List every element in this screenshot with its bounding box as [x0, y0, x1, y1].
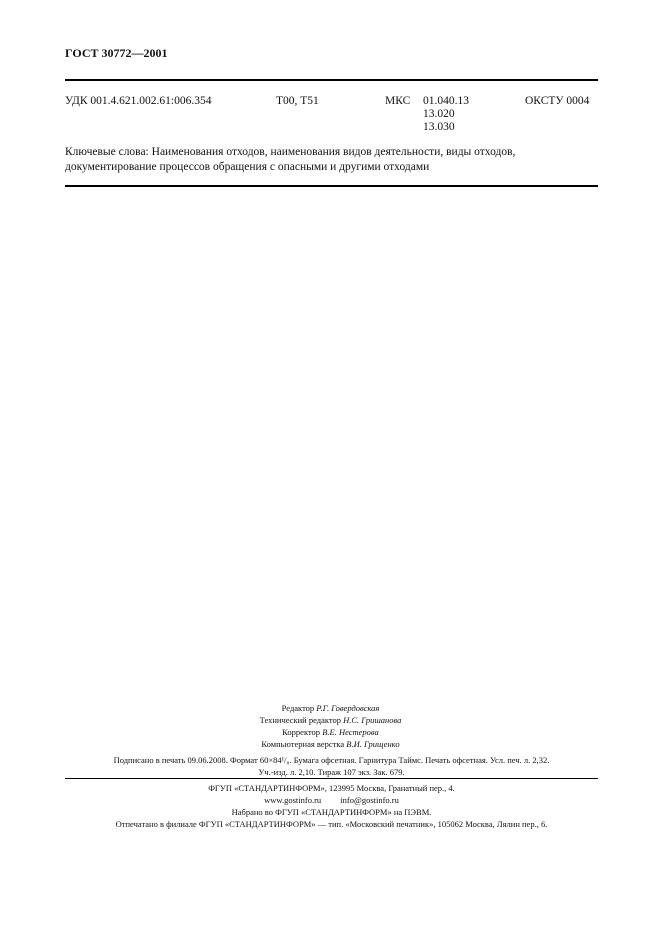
keywords-block — [65, 145, 598, 175]
print-info-line-2: Уч.-изд. л. 2,10. Тираж 107 экз. Зак. 679. — [258, 767, 405, 777]
publisher-email: info@gostinfo.ru — [340, 795, 399, 805]
publisher-address: ФГУП «СТАНДАРТИНФОРМ», 123995 Москва, Гранатный пер., 4. — [208, 783, 455, 793]
keywords-text: Наименования отходов, наименования видов деятельности, виды отходов, документирование процессов обращения с опасными и другими отходами — [65, 146, 516, 173]
credit-name: Н.С. Гришанова — [343, 715, 402, 725]
credits-block — [0, 702, 661, 750]
standard-header: ГОСТ 30772—2001 — [65, 46, 168, 60]
mks-label: МКС — [385, 95, 411, 107]
credit-layout: Компьютерная верстка В.И. Грищенко — [261, 739, 400, 749]
top-divider — [65, 79, 598, 81]
credit-name: В.И. Грищенко — [346, 739, 400, 749]
udk-code: УДК 001.4.621.002.61:006.354 — [65, 95, 212, 107]
credit-tech-editor: Технический редактор Н.С. Гришанова — [259, 715, 402, 725]
print-info-line-1: Подписано в печать 09.06.2008. Формат 60×84¹/₈. Бумага офсетная. Гарнитура Таймс. Печать офсетная. Усл. печ. л. 2,32. — [113, 755, 550, 765]
publisher-block — [65, 782, 598, 830]
print-info — [65, 754, 598, 778]
keywords-label: Ключевые слова: — [65, 146, 149, 158]
credit-name: В.Е. Нестерова — [322, 727, 379, 737]
mks-code-1: 01.040.13 — [423, 95, 469, 107]
credit-editor: Редактор Р.Г. Говердовская — [281, 703, 380, 713]
mks-code-2: 13.020 — [423, 108, 455, 120]
mks-code-3: 13.030 — [423, 121, 455, 133]
printed-note: Отпечатано в филиале ФГУП «СТАНДАРТИНФОРМ» — тип. «Московский печатник», 105062 Москва, Лялин пер., 6. — [115, 819, 548, 829]
credit-name: Р.Г. Говердовская — [316, 703, 380, 713]
credit-proofreader: Корректор В.Е. Нестерова — [282, 727, 379, 737]
publisher-divider — [65, 778, 598, 779]
publisher-contacts — [65, 794, 598, 806]
keywords-divider — [65, 185, 598, 187]
typeset-note: Набрано во ФГУП «СТАНДАРТИНФОРМ» на ПЭВМ. — [231, 807, 432, 817]
okstu-code: ОКСТУ 0004 — [525, 95, 590, 107]
group-code: Т00, Т51 — [276, 95, 319, 107]
publisher-website: www.gostinfo.ru — [264, 795, 322, 805]
